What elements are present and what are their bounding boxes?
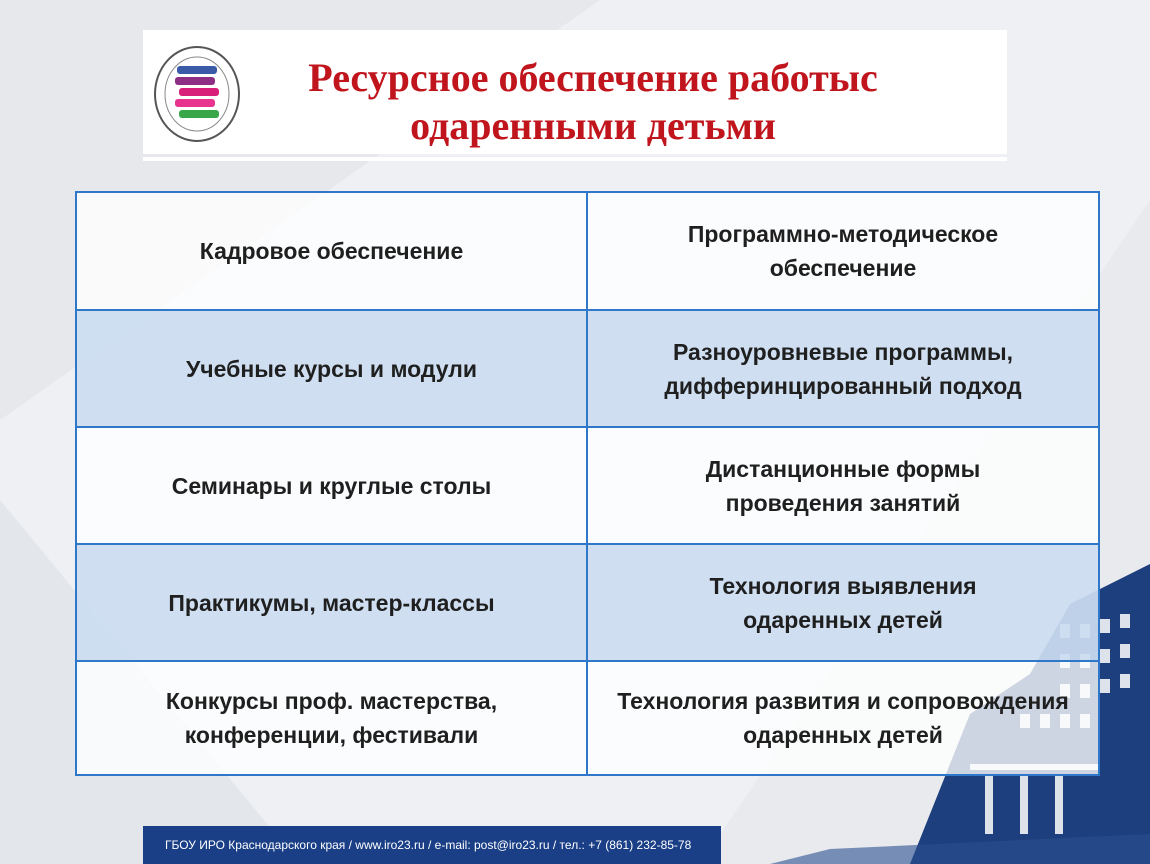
- books-logo-icon: [151, 44, 243, 144]
- resource-table: [75, 191, 1100, 776]
- table-cell-right: Дистанционные формы проведения занятий: [705, 455, 981, 516]
- table-row: [77, 193, 1098, 309]
- table-row: [77, 543, 1098, 660]
- table-cell-left: Кадровое обеспечение: [77, 193, 588, 309]
- page-title: [248, 54, 938, 150]
- table-row: [77, 660, 1098, 774]
- title-line-2: одаренными детьми: [410, 103, 776, 148]
- table-cell-right: Технология развития и сопровождения одаренных детей: [617, 688, 1069, 748]
- table-cell-right: Программно-методическое обеспечение: [687, 221, 999, 281]
- table-cell-left: Семинары и круглые столы: [77, 428, 588, 543]
- table-row: [77, 426, 1098, 543]
- table-cell-right: Технология выявления одаренных детей: [709, 572, 977, 633]
- table-cell-left: Практикумы, мастер-классы: [77, 545, 588, 660]
- table-cell-right: Разноуровневые программы, дифферинцированный подход: [664, 338, 1022, 399]
- header-divider: [143, 157, 1007, 161]
- table-row: [77, 309, 1098, 426]
- table-cell-left: Конкурсы проф. мастерства, конференции, фестивали: [77, 662, 588, 774]
- table-cell-left: Учебные курсы и модули: [77, 311, 588, 426]
- footer-contact-bar: ГБОУ ИРО Краснодарского края / www.iro23.ru / e-mail: post@iro23.ru / тел.: +7 (861) 232-85-78: [143, 826, 721, 864]
- header-panel: [143, 30, 1007, 154]
- title-line-1: Ресурсное обеспечение работыс: [308, 55, 878, 100]
